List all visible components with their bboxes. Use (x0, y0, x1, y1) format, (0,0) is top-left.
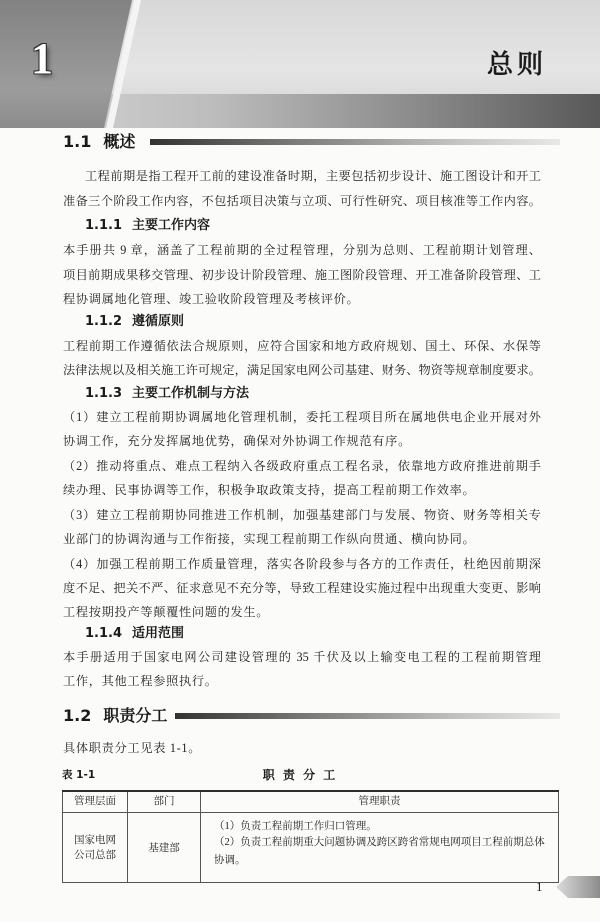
responsibility-table (62, 790, 559, 883)
table-body (63, 813, 559, 883)
page-number-tab-decoration (556, 876, 600, 898)
subsection-heading-1-1-1 (85, 216, 210, 236)
subsection-heading-1-1-3 (85, 384, 249, 404)
subsection-number: 1.1.3 (85, 386, 123, 401)
subsection-title: 主要工作机制与方法 (132, 386, 250, 401)
paragraph-line: 度不足、把关不严、征求意见不充分等，导致工程建设实施过程中出现重大变更、影响 (63, 581, 541, 595)
subsection-heading-1-1-2 (85, 312, 184, 332)
paragraph-line: 具体职责分工见表 1-1。 (63, 741, 202, 755)
chapter-number: 1 (31, 34, 53, 83)
table-header-cell: 管理职责 (201, 791, 559, 813)
page-number: 1 (536, 879, 543, 894)
section-number: 1.1 (63, 132, 92, 151)
paragraph-line: 本手册适用于国家电网公司建设管理的 35 千伏及以上输变电工程的工程前期管理 (63, 650, 541, 664)
paragraph-line: 工程前期工作遵循依法合规原则，应符合国家和地方政府规划、国土、环保、水保等 (63, 339, 541, 353)
paragraph-line: （1）建立工程前期协调属地化管理机制，委托工程项目所在属地供电企业开展对外 (63, 410, 541, 424)
table-caption: 职 责 分 工 (262, 768, 338, 782)
duties-cell (201, 813, 559, 883)
intro-paragraph-line: 准备三个阶段工作内容，不包括项目决策与立项、可行性研究、项目核准等工作内容。 (63, 194, 541, 208)
duty-item-1 (214, 819, 552, 835)
section-title: 职责分工 (103, 706, 168, 725)
section-title: 概述 (103, 132, 136, 151)
department-cell: 基建部 (128, 813, 201, 883)
paragraph-line: 法律法规以及相关施工许可规定，满足国家电网公司基建、财务、物资等规章制度要求。 (63, 363, 541, 377)
paragraph-line: 项目前期成果移交管理、初步设计阶段管理、施工图阶段管理、开工准备阶段管理、工 (63, 268, 541, 282)
table-label: 表 1-1 (62, 769, 96, 781)
chapter-header-band (0, 0, 600, 128)
subsection-title: 遵循原则 (132, 314, 185, 329)
paragraph-line: 工作，其他工程参照执行。 (63, 674, 218, 688)
management-level-cell (63, 813, 128, 883)
duty-line: （2）负责工程前期重大问题协调及跨区跨省常规电网项目工程前期总体 (214, 837, 545, 848)
paragraph-line: 工程按期投产等颠覆性问题的发生。 (63, 605, 270, 619)
management-level-text: 国家电网公司总部 (74, 834, 116, 861)
duty-line: （1）负责工程前期工作归口管理。 (214, 821, 377, 832)
table-header-row (63, 791, 559, 813)
subsection-number: 1.1.2 (85, 314, 123, 329)
section-number: 1.2 (63, 706, 92, 725)
section-heading-rule (150, 139, 560, 145)
paragraph-line: 续办理、民事协调等工作，积极争取政策支持，提高工程前期工作效率。 (63, 483, 476, 497)
subsection-number: 1.1.4 (85, 626, 123, 641)
intro-paragraph-line: 工程前期是指工程开工前的建设准备时期，主要包括初步设计、施工图设计和开工 (85, 169, 541, 183)
paragraph-line: （4）加强工程前期工作质量管理，落实各阶段参与各方的工作责任，杜绝因前期深 (63, 557, 541, 571)
section-heading-1-1 (63, 131, 135, 153)
paragraph-line: 本手册共 9 章，涵盖了工程前期的全过程管理，分别为总则、工程前期计划管理、 (63, 243, 541, 257)
table-header-cell: 部门 (128, 791, 201, 813)
section-heading-rule (175, 713, 560, 719)
subsection-number: 1.1.1 (85, 218, 123, 233)
table-row (63, 813, 559, 883)
paragraph-line: 协调工作，充分发挥属地优势，确保对外协调工作规范有序。 (63, 434, 411, 448)
subsection-title: 主要工作内容 (132, 218, 211, 233)
table-header-cell: 管理层面 (63, 791, 128, 813)
subsection-heading-1-1-4 (85, 624, 184, 644)
paragraph-line: 程协调属地化管理、竣工验收阶段管理及考核评价。 (63, 292, 360, 306)
duty-line: 协调。 (214, 855, 246, 866)
duty-item-2 (214, 835, 552, 869)
paragraph-line: （3）建立工程前期协同推进工作机制，加强基建部门与发展、物资、财务等相关专 (63, 508, 541, 522)
subsection-title: 适用范围 (132, 626, 185, 641)
chapter-title: 总则 (487, 50, 548, 80)
section-heading-1-2 (63, 705, 167, 727)
paragraph-line: （2）推动将重点、难点工程纳入各级政府重点工程名录，依靠地方政府推进前期手 (63, 459, 541, 473)
table-head (63, 791, 559, 813)
paragraph-line: 业部门的协调沟通与工作衔接，实现工程前期工作纵向贯通、横向协同。 (63, 532, 476, 546)
